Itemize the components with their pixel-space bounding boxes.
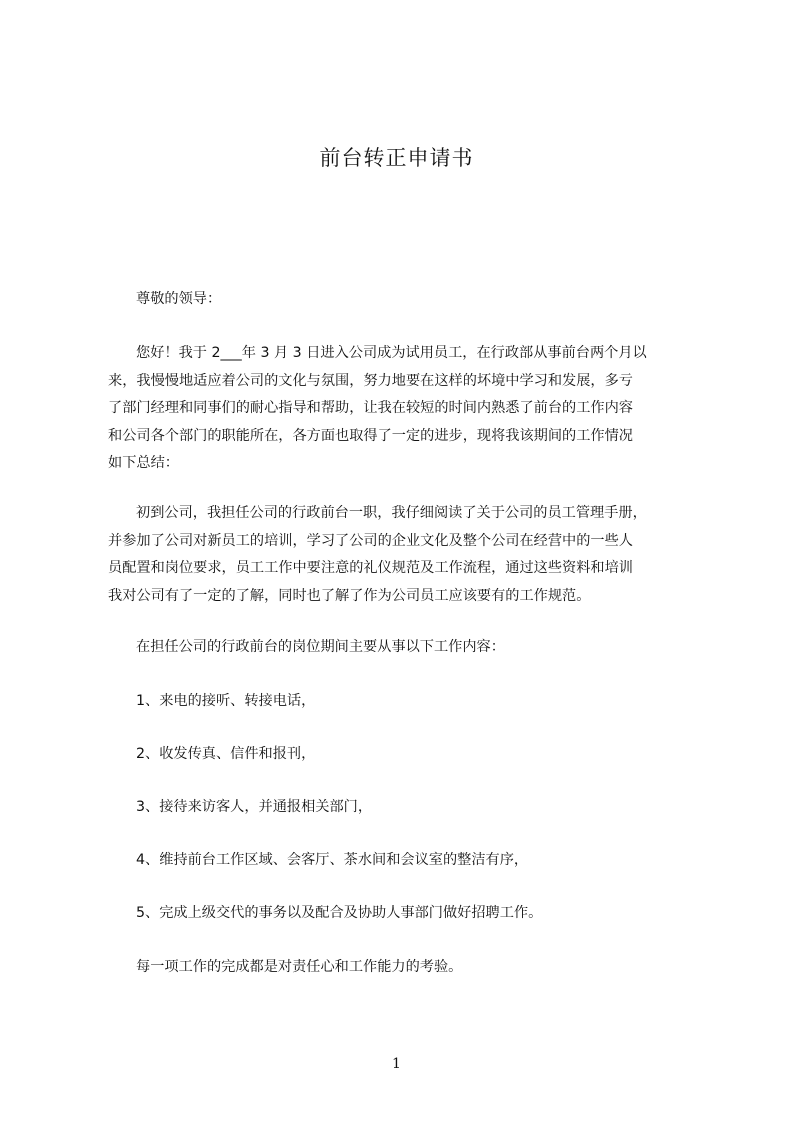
duty-item — [108, 741, 710, 769]
salutation-text: 尊敬的领导： — [136, 291, 222, 307]
duty-item-text: 4、维持前台工作区域、会客厅、茶水间和会议室的整洁有序， — [136, 852, 529, 868]
paragraph-line: 您好！我于 2___年 3 月 3 日进入公司成为试用员工，在行政部从事前台两个月以 — [136, 345, 647, 361]
paragraph-intro — [108, 340, 710, 478]
duty-item — [108, 900, 710, 928]
paragraph-line: 在担任公司的行政前台的岗位期间主要从事以下工作内容： — [136, 639, 505, 655]
paragraph-line: 我对公司有了一定的了解，同时也了解了作为公司员工应该要有的工作规范。 — [108, 587, 591, 604]
duty-item-text: 3、接待来访客人，并通报相关部门， — [136, 799, 373, 815]
duty-item — [108, 794, 710, 822]
duty-item-text: 1、来电的接听、转接电话， — [136, 693, 316, 709]
duty-item — [108, 847, 710, 875]
paragraph-line: 来，我慢慢地适应着公司的文化与氛围，努力地要在这样的坏境中学习和发展，多亏 — [108, 372, 633, 389]
salutation — [108, 286, 710, 314]
paragraph-line: 和公司各个部门的职能所在，各方面也取得了一定的进步，现将我该期间的工作情况 — [108, 427, 633, 444]
paragraph-line: 初到公司，我担任公司的行政前台一职，我仔细阅读了关于公司的员工管理手册， — [136, 505, 647, 521]
page-number: 1 — [392, 1056, 401, 1072]
closing-paragraph — [108, 954, 710, 982]
paragraph-onboarding — [108, 500, 710, 610]
duty-item — [108, 688, 710, 716]
paragraph-line: 员配置和岗位要求，员工工作中要注意的礼仪规范及工作流程，通过这些资料和培训 — [108, 560, 633, 576]
document-title: 前台转正申请书 — [319, 146, 474, 170]
closing-text: 每一项工作的完成都是对责任心和工作能力的考验。 — [136, 959, 463, 975]
paragraph-line: 并参加了公司对新员工的培训，学习了公司的企业文化及整个公司在经营中的一些人 — [108, 532, 633, 549]
duty-item-text: 2、收发传真、信件和报刊， — [136, 746, 316, 762]
duty-item-text: 5、完成上级交代的事务以及配合及协助人事部门做好招聘工作。 — [136, 905, 543, 921]
paragraph-duties-intro — [108, 634, 710, 662]
paragraph-line: 如下总结： — [108, 455, 179, 471]
paragraph-line: 了部门经理和同事们的耐心指导和帮助，让我在较短的时间内熟悉了前台的工作内容 — [108, 400, 633, 416]
